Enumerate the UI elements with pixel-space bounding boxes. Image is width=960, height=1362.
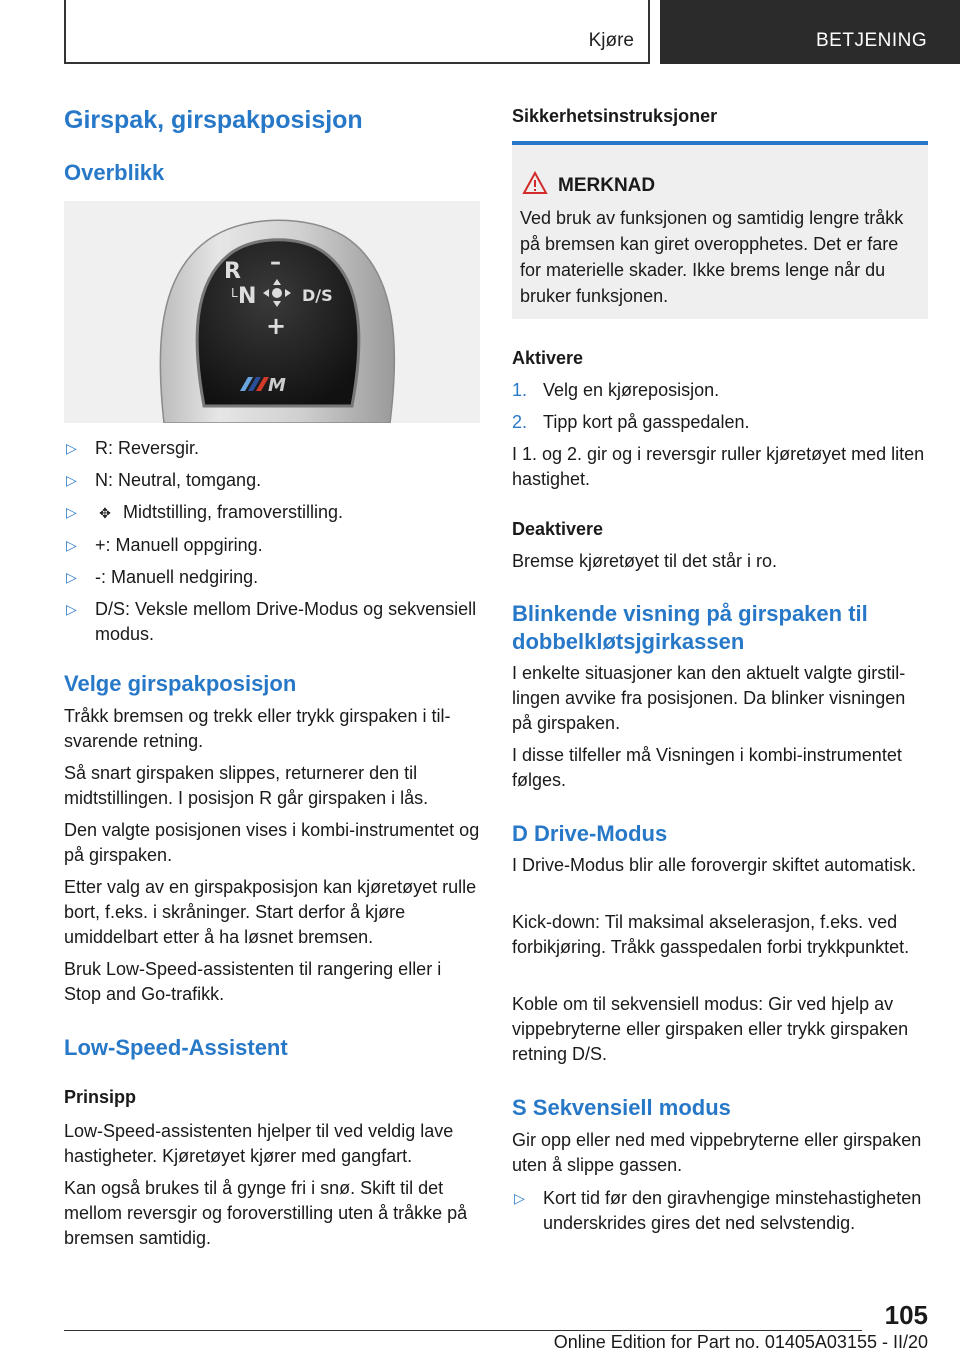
principle-paragraph-1: Low-Speed-assistenten hjelper til ved veldig lave hastigheter. Kjøretøyet kjører med gangfart. (64, 1121, 454, 1166)
warning-triangle-icon (522, 171, 548, 195)
gear-knob-illustration (64, 201, 480, 423)
triangle-bullet-icon: ▷ (66, 601, 77, 617)
activate-note: I 1. og 2. gir og i reversgir ruller kjøretøyet med liten hastighet. (512, 444, 925, 489)
drive-paragraph-1: I Drive-Modus blir alle forovergir skiftet automatisk. (512, 855, 917, 875)
sequential-bullets (512, 1186, 928, 1236)
knob-label-minus: – (270, 250, 281, 275)
center-position-inline-icon: ✥ (99, 505, 111, 521)
blink-heading: Blinkende visning på girspaken til dobbelkløtsjgirkassen (512, 601, 868, 654)
select-paragraph-5: Bruk Low-Speed-assistenten til rangering eller i Stop and Go-trafikk. (64, 959, 442, 1004)
list-item: ▷ N: Neutral, tomgang. (64, 468, 480, 493)
header-section-box (660, 0, 960, 64)
list-item: ▷ D/S: Veksle mellom Drive-Modus og sekvensiell modus. (66, 599, 477, 644)
select-position-heading: Velge girspakposisjon (64, 671, 297, 696)
list-item: ▷ R: Reversgir. (64, 436, 480, 461)
notice-title: MERKNAD (558, 175, 656, 196)
footer-edition: Online Edition for Part no. 01405A03155 - II/20 (553, 1332, 928, 1352)
triangle-bullet-icon: ▷ (66, 440, 77, 456)
gear-selector-figure (64, 201, 480, 423)
m-logo-letter: M (268, 375, 286, 396)
overview-heading: Overblikk (64, 160, 165, 185)
knob-label-n: N (238, 284, 257, 309)
list-item: ▷ ✥ Midtstilling, framoverstilling. (64, 500, 480, 526)
page-title: Girspak, girspakposisjon (64, 106, 363, 134)
blink-paragraph-2: I disse tilfeller må Visningen i kombi-instrumentet følges. (512, 745, 902, 790)
select-paragraph-3: Den valgte posisjonen vises i kombi-instrumentet og på girspaken. (64, 820, 480, 865)
triangle-bullet-icon: ▷ (66, 537, 77, 553)
blink-paragraph-1: I enkelte situasjoner kan den aktuelt valgte girstillingen avvike fra posisjonen. Da blinker visningen på girspaken. (512, 663, 906, 733)
knob-label-l: L (231, 286, 238, 300)
activate-heading: Aktivere (512, 348, 584, 368)
footer-divider (64, 1330, 862, 1331)
sequential-paragraph: Gir opp eller ned med vippebryterne eller girspaken uten å slippe gassen. (512, 1130, 922, 1175)
activate-steps (512, 378, 928, 435)
deactivate-text: Bremse kjøretøyet til det står i ro. (512, 551, 778, 571)
low-speed-heading: Low-Speed-Assistent (64, 1035, 288, 1060)
triangle-bullet-icon: ▷ (66, 504, 77, 520)
safety-heading: Sikkerhetsinstruksjoner (512, 106, 718, 126)
knob-label-plus: + (266, 312, 287, 340)
triangle-bullet-icon: ▷ (514, 1190, 525, 1206)
list-item: 2. Tipp kort på gasspedalen. (512, 412, 750, 432)
principle-heading: Prinsipp (64, 1087, 137, 1107)
header-chapter-box (64, 0, 650, 64)
select-paragraph-1: Tråkk bremsen og trekk eller trykk girspaken i tilsvarende retning. (64, 706, 451, 751)
select-paragraph-2: Så snart girspaken slippes, returnerer den til midtstillingen. I posisjon R går girspaken i lås. (64, 763, 429, 808)
chapter-title: Kjøre (588, 30, 634, 51)
notice-box (512, 141, 928, 319)
knob-label-ds: D/S (302, 286, 333, 305)
drive-paragraph-3: Koble om til sekvensiell modus: Gir ved hjelp av vippebryterne eller girspaken eller trykk girspaken retning D/S. (512, 994, 909, 1064)
list-item: 1. Velg en kjøreposisjon. (512, 380, 720, 400)
knob-label-r: R (224, 259, 241, 284)
page-number: 105 (884, 1300, 928, 1330)
drive-mode-heading: D Drive-Modus (512, 821, 668, 846)
deactivate-heading: Deaktivere (512, 519, 604, 539)
list-item: ▷ -: Manuell nedgiring. (64, 565, 480, 590)
section-title: BETJENING (816, 30, 928, 51)
gear-positions-list (64, 436, 480, 647)
list-item: ▷ Kort tid før den giravhengige minstehastigheten underskrides gires det ned selvstendig. (514, 1188, 922, 1233)
notice-text: Ved bruk av funksjonen og samtidig lengre tråkk på bremsen kan giret overopphetes. Det er fare for materielle skader. Ikke brems lenge når du bruker funksjonen. (520, 208, 904, 306)
list-item: ▷ +: Manuell oppgiring. (64, 533, 480, 558)
triangle-bullet-icon: ▷ (66, 472, 77, 488)
sequential-mode-heading: S Sekvensiell modus (512, 1095, 731, 1120)
select-paragraph-4: Etter valg av en girspakposisjon kan kjøretøyet rulle bort, f.eks. i skråninger. Start derfor å kjøre umiddelbart etter å ha løsnet bremsen. (64, 877, 477, 947)
triangle-bullet-icon: ▷ (66, 569, 77, 585)
drive-paragraph-2: Kick-down: Til maksimal akselerasjon, f.eks. ved forbikjøring. Tråkk gasspedalen forbi trykkpunktet. (512, 912, 910, 957)
principle-paragraph-2: Kan også brukes til å gynge fri i snø. Skift til det mellom reversgir og foroverstilling uten å tråkke på bremsen samtidig. (64, 1178, 468, 1248)
